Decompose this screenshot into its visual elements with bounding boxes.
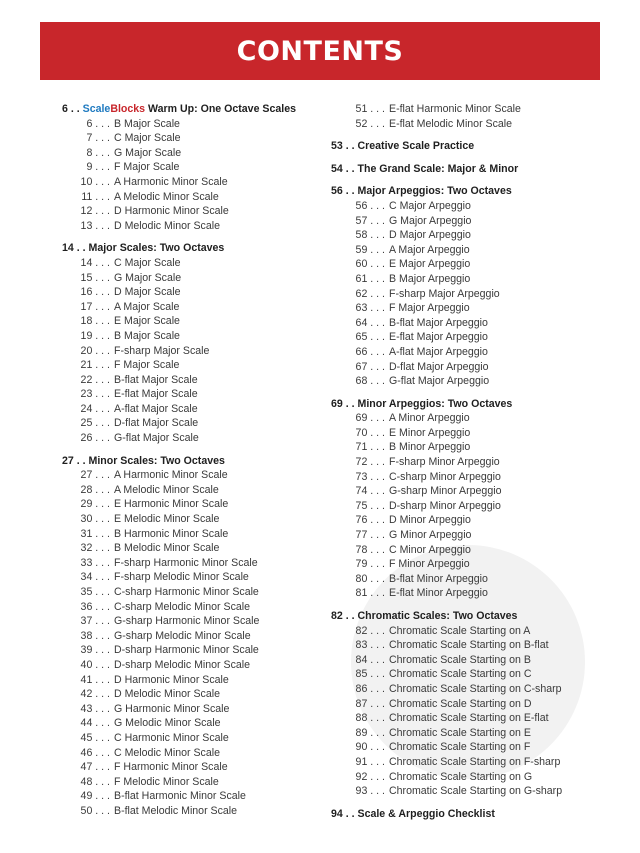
toc-entry-page: 37 . . .: [80, 615, 110, 628]
toc-entry-title: A Harmonic Minor Scale: [114, 175, 228, 188]
toc-entry[interactable]: [62, 556, 332, 571]
toc-entry-title: G Major Scale: [114, 146, 182, 159]
toc-entry-title: A Minor Arpeggio: [389, 412, 470, 425]
toc-entry[interactable]: [62, 629, 332, 644]
toc-entry[interactable]: [331, 272, 621, 287]
toc-list-major-scales: [62, 256, 332, 446]
toc-entry[interactable]: [62, 219, 332, 234]
toc-entry-title: E Major Arpeggio: [389, 258, 471, 271]
toc-entry-page: 22 . . .: [80, 373, 110, 386]
toc-heading-minor-arpeggios[interactable]: 69 . . Minor Arpeggios: Two Octaves: [331, 397, 513, 410]
toc-heading-chromatic-scales[interactable]: 82 . . Chromatic Scales: Two Octaves: [331, 610, 518, 622]
toc-entry[interactable]: [62, 600, 332, 615]
toc-entry[interactable]: [331, 455, 621, 470]
toc-entry[interactable]: [331, 624, 621, 639]
toc-entry-title: Chromatic Scale Starting on F: [389, 741, 531, 754]
toc-entry-page: 29 . . .: [80, 498, 110, 511]
toc-entry-page: 52 . . .: [355, 117, 385, 130]
toc-entry-title: Chromatic Scale Starting on E-flat: [389, 712, 549, 725]
toc-entry-page: 70 . . .: [355, 426, 385, 439]
toc-entry-page: 14 . . .: [80, 256, 110, 269]
toc-entry-title: G-flat Major Scale: [114, 432, 199, 445]
toc-entry-page: 72 . . .: [355, 456, 385, 469]
toc-entry-page: 82 . . .: [355, 624, 385, 637]
toc-entry-page: 71 . . .: [355, 441, 385, 454]
toc-entry-page: 12 . . .: [80, 205, 110, 218]
toc-entry[interactable]: [62, 190, 332, 205]
toc-entry-page: 10 . . .: [80, 175, 110, 188]
toc-left-column: [62, 102, 332, 819]
toc-entry[interactable]: [62, 344, 332, 359]
toc-entry-title: E-flat Major Arpeggio: [389, 331, 488, 344]
toc-entry-page: 48 . . .: [80, 775, 110, 788]
toc-entry-title: G Major Arpeggio: [389, 214, 472, 227]
toc-entry[interactable]: [62, 483, 332, 498]
toc-entry[interactable]: [62, 527, 332, 542]
toc-entry-page: 6 . . .: [86, 117, 110, 130]
toc-entry-page: 21 . . .: [80, 359, 110, 372]
toc-entry-page: 40 . . .: [80, 658, 110, 671]
toc-entry-page: 28 . . .: [80, 483, 110, 496]
toc-entry[interactable]: [331, 257, 621, 272]
toc-entry-page: 56 . . .: [355, 199, 385, 212]
toc-entry-title: D Major Arpeggio: [389, 229, 471, 242]
toc-entry-page: 11 . . .: [81, 190, 110, 203]
toc-entry[interactable]: [62, 146, 332, 161]
toc-entry-page: 86 . . .: [355, 682, 385, 695]
toc-entry[interactable]: [331, 740, 621, 755]
toc-entry[interactable]: [62, 256, 332, 271]
brand-blocks: Blocks: [110, 103, 146, 115]
toc-entry-title: C-sharp Melodic Minor Scale: [114, 600, 251, 613]
toc-entry[interactable]: [62, 512, 332, 527]
toc-entry[interactable]: [331, 199, 621, 214]
toc-list-carry-over: [331, 102, 621, 131]
toc-entry-page: 66 . . .: [355, 345, 385, 358]
toc-entry-title: B Major Scale: [114, 329, 180, 342]
toc-entry-page: 65 . . .: [355, 331, 385, 344]
toc-entry-title: A Major Scale: [114, 300, 180, 313]
toc-entry[interactable]: [331, 638, 621, 653]
toc-entry[interactable]: [331, 711, 621, 726]
toc-entry-title: C Major Scale: [114, 132, 181, 145]
toc-heading-minor-scales[interactable]: 27 . . Minor Scales: Two Octaves: [62, 454, 225, 467]
toc-entry-title: D Major Scale: [114, 286, 181, 299]
toc-entry[interactable]: [331, 484, 621, 499]
toc-entry[interactable]: [331, 586, 621, 601]
brand-scale: Scale: [82, 103, 111, 115]
toc-entry[interactable]: [331, 499, 621, 514]
toc-entry-page: 92 . . .: [355, 770, 385, 783]
toc-entry[interactable]: [331, 572, 621, 587]
toc-entry[interactable]: [331, 697, 621, 712]
toc-entry-title: A Harmonic Minor Scale: [114, 469, 228, 482]
toc-entry-title: F-sharp Melodic Minor Scale: [114, 571, 249, 584]
toc-entry[interactable]: [62, 789, 332, 804]
toc-entry-title: G Melodic Minor Scale: [114, 717, 221, 730]
toc-entry[interactable]: [62, 160, 332, 175]
toc-entry-page: 17 . . .: [80, 300, 110, 313]
toc-entry-title: F Minor Arpeggio: [389, 558, 470, 571]
toc-entry-page: 61 . . .: [355, 272, 385, 285]
toc-entry[interactable]: [331, 513, 621, 528]
toc-entry-title: B Major Scale: [114, 117, 180, 130]
toc-entry-title: G Harmonic Minor Scale: [114, 702, 230, 715]
toc-entry[interactable]: [331, 426, 621, 441]
toc-entry-title: A Major Arpeggio: [389, 243, 470, 256]
toc-entry-page: 67 . . .: [355, 360, 385, 373]
toc-entry[interactable]: [331, 470, 621, 485]
toc-entry-title: C Harmonic Minor Scale: [114, 731, 229, 744]
toc-entry-page: 80 . . .: [355, 572, 385, 585]
toc-entry-title: E Melodic Minor Scale: [114, 513, 220, 526]
toc-entry-page: 18 . . .: [80, 315, 110, 328]
toc-entry[interactable]: [62, 431, 332, 446]
toc-entry[interactable]: [62, 329, 332, 344]
toc-entry-title: D-flat Major Arpeggio: [389, 360, 489, 373]
toc-entry-title: D Harmonic Minor Scale: [114, 673, 229, 686]
toc-entry[interactable]: [331, 243, 621, 258]
toc-entry-page: 57 . . .: [355, 214, 385, 227]
toc-entry[interactable]: [62, 416, 332, 431]
toc-entry[interactable]: [331, 755, 621, 770]
toc-entry-title: E-flat Melodic Minor Scale: [389, 117, 513, 130]
toc-entry-page: 87 . . .: [355, 697, 385, 710]
toc-entry[interactable]: [331, 770, 621, 785]
toc-entry[interactable]: [331, 667, 621, 682]
toc-entry[interactable]: [331, 316, 621, 331]
toc-entry-title: E Minor Arpeggio: [389, 426, 471, 439]
toc-entry-page: 91 . . .: [355, 755, 385, 768]
toc-entry[interactable]: [62, 658, 332, 673]
toc-entry-title: Chromatic Scale Starting on A: [389, 624, 531, 637]
toc-entry[interactable]: [62, 387, 332, 402]
toc-entry-page: 24 . . .: [80, 402, 110, 415]
toc-entry-page: 78 . . .: [355, 543, 385, 556]
toc-entry-title: A-flat Major Scale: [114, 402, 198, 415]
toc-entry[interactable]: [62, 373, 332, 388]
toc-entry[interactable]: [62, 804, 332, 819]
toc-heading-major-scales[interactable]: 14 . . Major Scales: Two Octaves: [62, 242, 225, 255]
toc-entry[interactable]: [62, 731, 332, 746]
toc-entry-page: 93 . . .: [355, 785, 385, 798]
toc-entry-page: 81 . . .: [355, 587, 385, 600]
toc-entry-title: Chromatic Scale Starting on C-sharp: [389, 682, 562, 695]
toc-entry-title: D Melodic Minor Scale: [114, 688, 220, 701]
toc-entry[interactable]: [331, 287, 621, 302]
toc-entry[interactable]: [62, 614, 332, 629]
toc-entry-title: Chromatic Scale Starting on B: [389, 653, 531, 666]
toc-entry-title: D Harmonic Minor Scale: [114, 205, 229, 218]
toc-entry[interactable]: [331, 653, 621, 668]
toc-entry[interactable]: [62, 285, 332, 300]
toc-entry-page: 27 . . .: [80, 469, 110, 482]
toc-entry-page: 31 . . .: [80, 527, 110, 540]
toc-list-warmup: [62, 117, 332, 234]
toc-entry-title: G Major Scale: [114, 271, 182, 284]
toc-entry[interactable]: [331, 301, 621, 316]
toc-entry[interactable]: [62, 314, 332, 329]
toc-entry-page: 85 . . .: [355, 668, 385, 681]
toc-entry-title: D-sharp Harmonic Minor Scale: [114, 644, 259, 657]
toc-entry-title: D-sharp Minor Arpeggio: [389, 499, 501, 512]
toc-entry-page: 51 . . .: [355, 103, 385, 115]
toc-entry-page: 89 . . .: [355, 726, 385, 739]
toc-entry[interactable]: [62, 541, 332, 556]
toc-entry-page: 79 . . .: [355, 558, 385, 571]
toc-entry-title: C Melodic Minor Scale: [114, 746, 220, 759]
toc-entry-title: C-sharp Minor Arpeggio: [389, 470, 501, 483]
toc-entry-page: 13 . . .: [80, 219, 110, 232]
toc-entry-page: 7 . . .: [86, 132, 110, 145]
toc-entry-title: A-flat Major Arpeggio: [389, 345, 488, 358]
toc-entry-page: 90 . . .: [355, 741, 385, 754]
toc-entry-title: D-sharp Melodic Minor Scale: [114, 658, 251, 671]
toc-entry[interactable]: [331, 117, 621, 132]
toc-entry[interactable]: [62, 497, 332, 512]
toc-entry[interactable]: [62, 358, 332, 373]
toc-entry-title: G-sharp Minor Arpeggio: [389, 485, 502, 498]
toc-entry-page: 16 . . .: [80, 286, 110, 299]
page-title: CONTENTS: [236, 35, 404, 67]
toc-entry-page: 32 . . .: [80, 542, 110, 555]
toc-entry-title: F Major Arpeggio: [389, 302, 470, 315]
toc-entry-page: 68 . . .: [355, 375, 385, 388]
toc-entry[interactable]: [62, 570, 332, 585]
toc-entry[interactable]: [331, 214, 621, 229]
toc-entry-title: B Major Arpeggio: [389, 272, 471, 285]
toc-entry[interactable]: [331, 102, 621, 117]
toc-entry-title: B Melodic Minor Scale: [114, 542, 220, 555]
toc-entry-page: 41 . . .: [80, 673, 110, 686]
toc-entry-title: Chromatic Scale Starting on C: [389, 668, 532, 681]
toc-entry[interactable]: [331, 726, 621, 741]
toc-entry[interactable]: [62, 687, 332, 702]
toc-entry-title: F-sharp Major Scale: [114, 344, 210, 357]
toc-entry-page: 43 . . .: [80, 702, 110, 715]
toc-entry-title: E Major Scale: [114, 315, 180, 328]
toc-entry-title: E-flat Harmonic Minor Scale: [389, 103, 521, 115]
toc-entry-title: C Major Arpeggio: [389, 199, 471, 212]
toc-entry-title: D Melodic Minor Scale: [114, 219, 220, 232]
toc-entry[interactable]: [331, 784, 621, 799]
toc-entry[interactable]: [62, 760, 332, 775]
toc-entry[interactable]: [331, 528, 621, 543]
toc-entry[interactable]: [62, 716, 332, 731]
toc-entry-title: G-sharp Harmonic Minor Scale: [114, 615, 260, 628]
toc-entry-title: F Major Scale: [114, 161, 180, 174]
toc-entry-page: 88 . . .: [355, 712, 385, 725]
toc-entry-title: E-flat Minor Arpeggio: [389, 587, 488, 600]
toc-entry[interactable]: [62, 300, 332, 315]
toc-heading-page: 6 . .: [62, 103, 80, 115]
toc-entry[interactable]: [62, 585, 332, 600]
toc-entry-page: 44 . . .: [80, 717, 110, 730]
toc-entry-page: 46 . . .: [80, 746, 110, 759]
toc-heading-grand-scale[interactable]: 54 . . The Grand Scale: Major & Minor: [331, 162, 519, 175]
toc-entry-page: 15 . . .: [80, 271, 110, 284]
toc-entry-page: 77 . . .: [355, 529, 385, 542]
toc-right-column: [331, 102, 621, 821]
toc-list-minor-arpeggios: [331, 411, 621, 601]
toc-entry-title: C Minor Arpeggio: [389, 543, 471, 556]
toc-entry-page: 47 . . .: [80, 761, 110, 774]
toc-list-major-arpeggios: [331, 199, 621, 389]
toc-entry-title: Chromatic Scale Starting on G-sharp: [389, 785, 563, 798]
toc-heading-checklist[interactable]: 94 . . Scale & Arpeggio Checklist: [331, 807, 495, 820]
toc-entry-page: 38 . . .: [80, 629, 110, 642]
toc-entry[interactable]: [62, 746, 332, 761]
toc-entry-title: F Melodic Minor Scale: [114, 775, 219, 788]
toc-entry-page: 49 . . .: [80, 790, 110, 803]
toc-entry-title: B-flat Major Arpeggio: [389, 316, 488, 329]
toc-entry-page: 39 . . .: [80, 644, 110, 657]
toc-entry-title: B-flat Minor Arpeggio: [389, 572, 488, 585]
toc-entry[interactable]: [331, 374, 621, 389]
toc-entry-page: 26 . . .: [80, 432, 110, 445]
toc-entry-title: F-sharp Minor Arpeggio: [389, 456, 500, 469]
toc-entry-page: 60 . . .: [355, 258, 385, 271]
toc-entry-page: 35 . . .: [80, 586, 110, 598]
toc-entry-page: 34 . . .: [80, 571, 110, 584]
toc-entry[interactable]: [62, 204, 332, 219]
toc-entry[interactable]: [331, 330, 621, 345]
toc-entry[interactable]: [62, 468, 332, 483]
toc-entry-title: Chromatic Scale Starting on E: [389, 726, 531, 739]
toc-entry-title: A Melodic Minor Scale: [114, 190, 219, 203]
toc-entry-page: 42 . . .: [80, 688, 110, 701]
toc-entry-page: 33 . . .: [80, 556, 110, 569]
toc-heading-major-arpeggios[interactable]: 56 . . Major Arpeggios: Two Octaves: [331, 185, 512, 198]
toc-entry-title: D Minor Arpeggio: [389, 514, 471, 527]
contents-banner: [40, 22, 600, 80]
toc-entry[interactable]: [62, 702, 332, 717]
toc-entry[interactable]: [62, 673, 332, 688]
toc-entry[interactable]: [331, 360, 621, 375]
toc-heading-warmup[interactable]: [62, 102, 332, 117]
toc-entry-page: 36 . . .: [80, 600, 110, 613]
toc-entry-page: 20 . . .: [80, 344, 110, 357]
toc-entry[interactable]: [62, 175, 332, 190]
toc-entry-page: 59 . . .: [355, 243, 385, 256]
toc-entry-title: B Minor Arpeggio: [389, 441, 471, 454]
toc-entry[interactable]: [62, 131, 332, 146]
toc-entry-title: B-flat Major Scale: [114, 373, 198, 386]
toc-entry-title: E Harmonic Minor Scale: [114, 498, 229, 511]
toc-entry-page: 69 . . .: [355, 412, 385, 425]
toc-entry-page: 23 . . .: [80, 388, 110, 401]
toc-entry[interactable]: [62, 402, 332, 417]
toc-entry-page: 25 . . .: [80, 417, 110, 430]
toc-entry-title: G Minor Arpeggio: [389, 529, 472, 542]
toc-entry-page: 30 . . .: [80, 513, 110, 526]
toc-entry-title: B-flat Harmonic Minor Scale: [114, 790, 246, 803]
toc-heading-creative-practice[interactable]: 53 . . Creative Scale Practice: [331, 140, 475, 153]
toc-list-minor-scales: [62, 468, 332, 818]
toc-entry[interactable]: [331, 411, 621, 426]
toc-entry-title: F-sharp Harmonic Minor Scale: [114, 556, 258, 569]
toc-entry[interactable]: [331, 228, 621, 243]
toc-entry-page: 19 . . .: [80, 329, 110, 342]
toc-entry-page: 45 . . .: [80, 731, 110, 744]
toc-entry-title: B-flat Melodic Minor Scale: [114, 804, 238, 817]
toc-entry-page: 64 . . .: [355, 316, 385, 329]
toc-entry[interactable]: [331, 543, 621, 558]
toc-heading-text: Warm Up: One Octave Scales: [145, 103, 296, 115]
toc-entry-page: 8 . . .: [86, 146, 110, 159]
toc-entry-page: 83 . . .: [355, 639, 385, 652]
toc-entry[interactable]: [62, 775, 332, 790]
toc-entry-page: 9 . . .: [86, 161, 110, 174]
toc-entry-title: F Harmonic Minor Scale: [114, 761, 228, 774]
toc-entry-page: 50 . . .: [80, 804, 110, 817]
toc-entry-page: 73 . . .: [355, 470, 385, 483]
toc-entry-title: Chromatic Scale Starting on D: [389, 697, 532, 710]
toc-entry-page: 74 . . .: [355, 485, 385, 498]
toc-entry[interactable]: [62, 271, 332, 286]
toc-entry-title: Chromatic Scale Starting on G: [389, 770, 533, 783]
toc-entry-title: C Major Scale: [114, 256, 181, 269]
toc-entry-title: G-flat Major Arpeggio: [389, 375, 490, 388]
toc-entry-page: 84 . . .: [355, 653, 385, 666]
toc-entry-title: Chromatic Scale Starting on B-flat: [389, 639, 549, 652]
toc-entry-page: 63 . . .: [355, 302, 385, 315]
toc-entry[interactable]: [331, 345, 621, 360]
toc-entry-title: A Melodic Minor Scale: [114, 483, 219, 496]
toc-entry-title: E-flat Major Scale: [114, 388, 198, 401]
toc-entry[interactable]: [62, 643, 332, 658]
toc-entry-title: D-flat Major Scale: [114, 417, 199, 430]
toc-entry-page: 76 . . .: [355, 514, 385, 527]
toc-entry-title: B Harmonic Minor Scale: [114, 527, 229, 540]
toc-entry-page: 58 . . .: [355, 229, 385, 242]
toc-entry-page: 62 . . .: [355, 287, 385, 300]
toc-entry-title: G-sharp Melodic Minor Scale: [114, 629, 251, 642]
toc-entry-title: C-sharp Harmonic Minor Scale: [114, 586, 259, 598]
toc-entry[interactable]: [62, 117, 332, 132]
toc-entry-title: F-sharp Major Arpeggio: [389, 287, 500, 300]
toc-entry-page: 75 . . .: [355, 499, 385, 512]
toc-entry[interactable]: [331, 440, 621, 455]
toc-entry[interactable]: [331, 557, 621, 572]
toc-list-chromatic-scales: [331, 624, 621, 799]
toc-entry-title: F Major Scale: [114, 359, 180, 372]
toc-entry-title: Chromatic Scale Starting on F-sharp: [389, 755, 561, 768]
toc-entry[interactable]: [331, 682, 621, 697]
